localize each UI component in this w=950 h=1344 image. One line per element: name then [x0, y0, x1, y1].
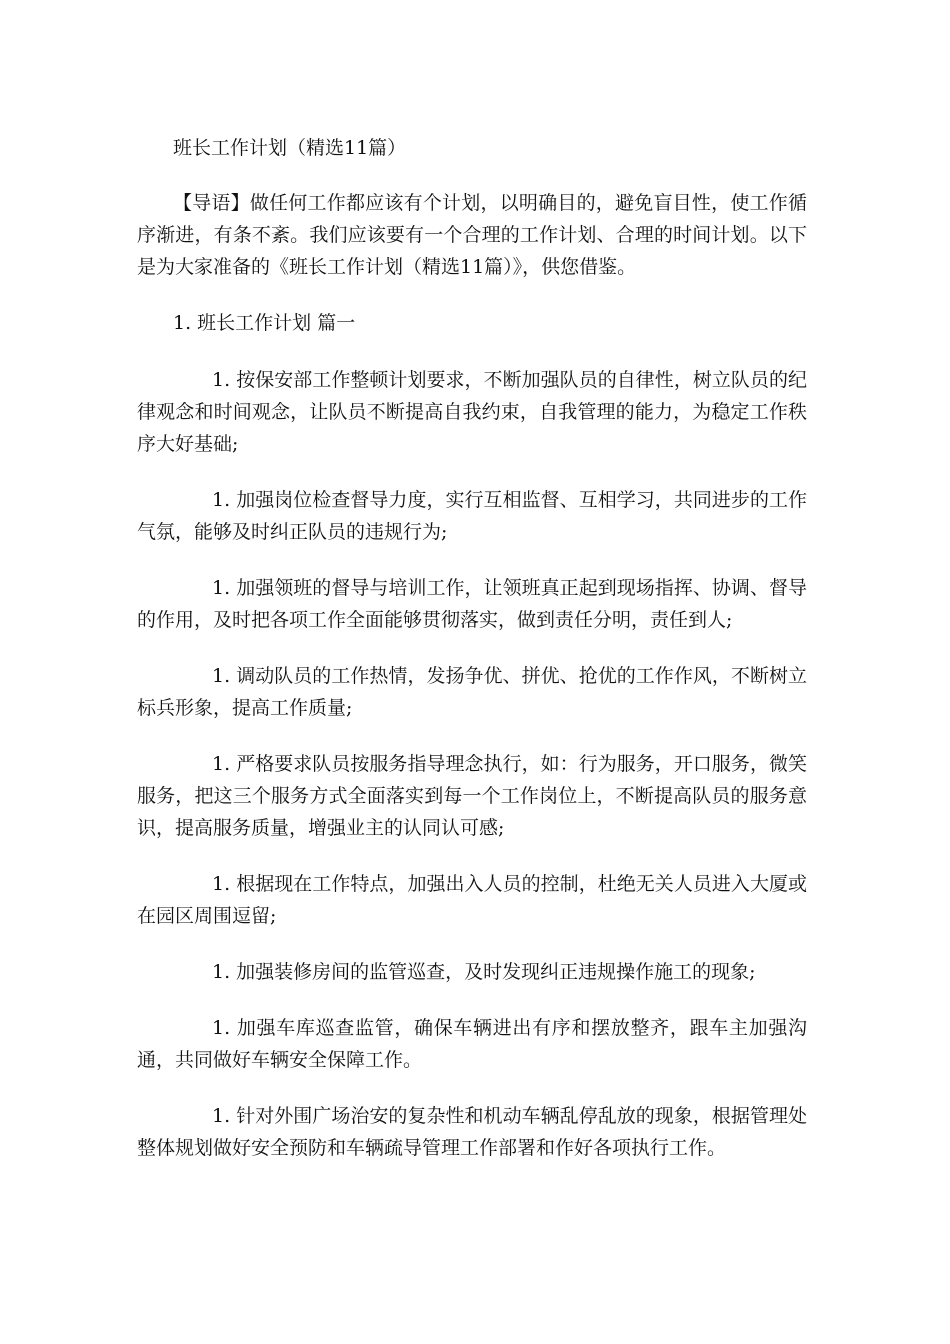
list-item: 1. 加强车库巡查监管，确保车辆进出有序和摆放整齐，跟车主加强沟通，共同做好车辆安全保障工作。	[137, 1017, 807, 1071]
list-item: 1. 按保安部工作整顿计划要求，不断加强队员的自律性，树立队员的纪律观念和时间观念，让队员不断提高自我约束，自我管理的能力，为稳定工作秩序大好基础;	[137, 369, 807, 455]
section-heading: 1. 班长工作计划 篇一	[173, 312, 356, 334]
intro-paragraph: 【导语】做任何工作都应该有个计划，以明确目的，避免盲目性，使工作循序渐进，有条不紊。我们应该要有一个合理的工作计划、合理的时间计划。以下是为大家准备的《班长工作计划（精选11篇）》，供您借鉴。	[137, 192, 807, 278]
list-item: 1. 严格要求队员按服务指导理念执行，如：行为服务，开口服务，微笑服务，把这三个服务方式全面落实到每一个工作岗位上，不断提高队员的服务意识，提高服务质量，增强业主的认同认可感;	[137, 753, 807, 839]
list-item: 1. 加强领班的督导与培训工作，让领班真正起到现场指挥、协调、督导的作用，及时把各项工作全面能够贯彻落实，做到责任分明，责任到人;	[137, 577, 807, 631]
list-item: 1. 针对外围广场治安的复杂性和机动车辆乱停乱放的现象，根据管理处整体规划做好安全预防和车辆疏导管理工作部署和作好各项执行工作。	[137, 1105, 807, 1159]
document-title: 班长工作计划（精选11篇）	[173, 137, 407, 159]
list-item: 1. 加强装修房间的监管巡查，及时发现纠正违规操作施工的现象;	[212, 961, 756, 983]
list-item: 1. 根据现在工作特点，加强出入人员的控制，杜绝无关人员进入大厦或在园区周围逗留;	[137, 873, 807, 927]
list-item: 1. 加强岗位检查督导力度，实行互相监督、互相学习，共同进步的工作气氛，能够及时纠正队员的违规行为;	[137, 489, 807, 543]
list-item: 1. 调动队员的工作热情，发扬争优、拼优、抢优的工作作风，不断树立标兵形象，提高工作质量;	[137, 665, 807, 719]
